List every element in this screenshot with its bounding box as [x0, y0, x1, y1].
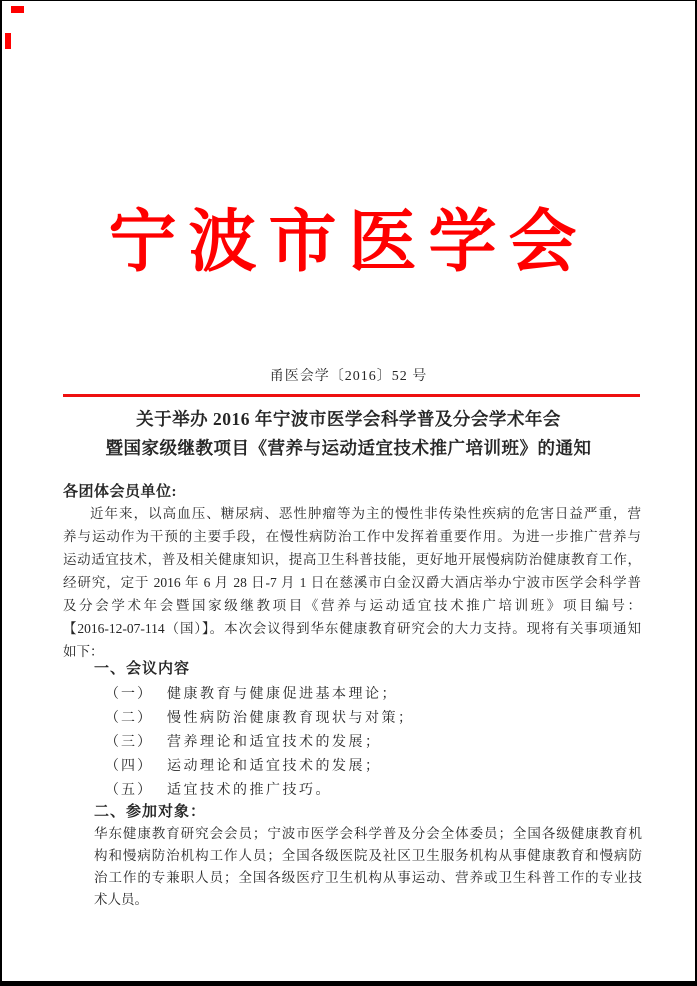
- scan-artifact-mark: [11, 6, 24, 13]
- attendees-paragraph: [94, 823, 642, 911]
- list-item-marker: （四）: [105, 759, 153, 774]
- list-item-marker: （五）: [105, 783, 153, 798]
- salutation: 各团体会员单位:: [63, 484, 177, 500]
- section-1-heading: 一、会议内容: [94, 661, 191, 677]
- list-item-text: 慢性病防治健康教育现状与对策；: [167, 711, 415, 726]
- intro-line: 运动适宜技术，普及相关健康知识，提高卫生科普技能，更好地开展慢病防治健康教育工作，: [63, 552, 641, 567]
- intro-line: 养与运动作为干预的主要手段，在慢性病防治工作中发挥着重要作用。为进一步推广营养与: [63, 529, 641, 544]
- list-item-text: 适宜技术的推广技巧。: [167, 783, 332, 798]
- list-item: [105, 707, 585, 731]
- notice-title: [2, 405, 695, 462]
- attendees-line: 华东健康教育研究会会员；宁波市医学会科学普及分会全体委员；全国各级健康教育机: [94, 826, 642, 841]
- red-divider-line: [63, 394, 640, 397]
- meeting-content-list: [105, 683, 585, 803]
- scan-artifact-mark: [5, 33, 11, 49]
- list-item-marker: （一）: [105, 687, 153, 702]
- attendees-line: 构和慢病防治机构工作人员；全国各级医院及社区卫生服务机构从事健康教育和慢病防: [94, 848, 642, 863]
- list-item-text: 营养理论和适宜技术的发展；: [167, 735, 382, 750]
- intro-line: 如下：: [63, 644, 104, 659]
- list-item-text: 健康教育与健康促进基本理论；: [167, 687, 398, 702]
- list-item: [105, 755, 585, 779]
- intro-line: 【2016-12-07-114（国）】。本次会议得到华东健康教育研究会的大力支持。现将有关事项通知: [63, 621, 641, 636]
- intro-paragraph: [63, 502, 641, 663]
- notice-title-line1: 关于举办 2016 年宁波市医学会科学普及分会学术年会: [136, 409, 561, 429]
- list-item-marker: （三）: [105, 735, 153, 750]
- list-item: [105, 683, 585, 707]
- list-item-marker: （二）: [105, 711, 153, 726]
- list-item: [105, 731, 585, 755]
- intro-line: 经研究，定于 2016 年 6 月 28 日-7 月 1 日在慈溪市白金汉爵大酒店举办宁波市医学会科学普: [63, 575, 641, 590]
- document-number: 甬医会学〔2016〕52 号: [269, 369, 428, 384]
- attendees-line: 治工作的专兼职人员；全国各级医疗卫生机构从事运动、营养或卫生科普工作的专业技: [94, 870, 642, 885]
- list-item-text: 运动理论和适宜技术的发展；: [167, 759, 382, 774]
- section-2-heading: 二、参加对象：: [94, 804, 207, 820]
- notice-title-line2: 暨国家级继教项目《营养与运动适宜技术推广培训班》的通知: [105, 437, 592, 458]
- attendees-line: 术人员。: [94, 892, 148, 907]
- intro-line: 近年来，以高血压、糖尿病、恶性肿瘤等为主的慢性非传染性疾病的危害日益严重，营: [90, 506, 641, 521]
- organization-masthead-title: 宁波市医学会: [108, 204, 589, 280]
- intro-line: 及分会学术年会暨国家级继教项目《营养与运动适宜技术推广培训班》项目编号：: [63, 598, 641, 613]
